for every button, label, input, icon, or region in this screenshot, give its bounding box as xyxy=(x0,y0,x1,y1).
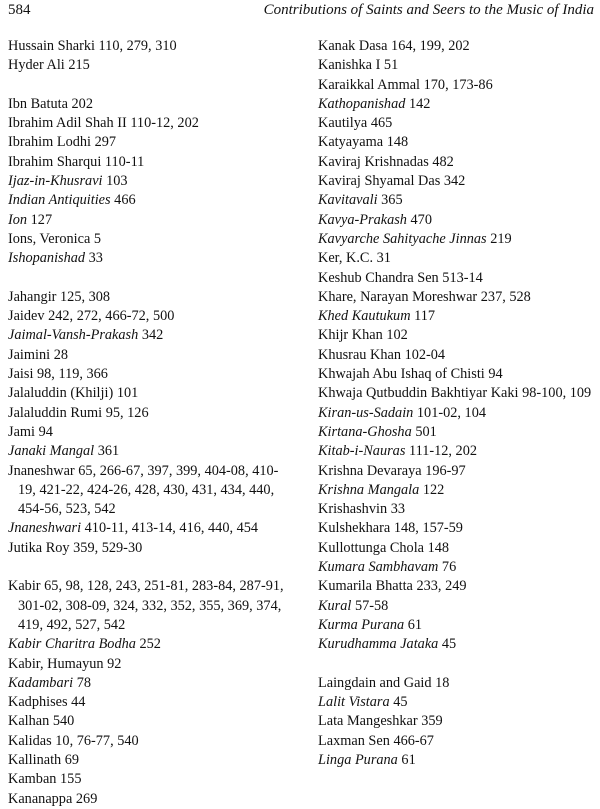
index-pages: 202 xyxy=(71,95,93,112)
index-term: Kallinath xyxy=(8,751,62,768)
index-entry xyxy=(318,732,598,751)
index-term: Kumarila Bhatta xyxy=(318,578,413,595)
index-term: Jami xyxy=(8,423,36,440)
index-entry xyxy=(318,616,598,635)
index-pages: 18 xyxy=(435,674,450,691)
index-pages: 78 xyxy=(76,674,92,691)
index-entry xyxy=(8,114,292,133)
index-term: Kaviraj Krishnadas xyxy=(318,153,429,170)
index-term: Ker, K.C. xyxy=(318,250,374,267)
index-pages: 76 xyxy=(441,559,457,576)
index-pages: 465 xyxy=(370,115,393,132)
index-entry xyxy=(318,712,598,731)
index-pages: 65, 98, 128, 243, 251-81, 283-84, 287-91, 301-02, 308-09, 324, 332, 352, 355, 369, 374, 419, 492, 527, 542 xyxy=(18,578,284,633)
index-term: Khwajah Abu Ishaq of Chisti xyxy=(318,366,485,383)
index-pages: 361 xyxy=(97,443,120,460)
index-term: Krishna Mangala xyxy=(318,481,420,498)
index-entry xyxy=(8,539,292,558)
index-pages: 61 xyxy=(407,616,423,633)
index-entry xyxy=(8,693,292,712)
index-term: Kadambari xyxy=(8,674,74,691)
index-term: Kanishka I xyxy=(318,57,381,74)
index-pages: 359 xyxy=(421,713,443,730)
index-pages: 103 xyxy=(106,173,128,190)
index-entry xyxy=(8,191,292,210)
index-pages: 148 xyxy=(386,134,409,151)
index-pages: 95, 126 xyxy=(105,404,149,421)
index-pages: 342 xyxy=(141,327,164,344)
index-entry xyxy=(318,114,598,133)
index-term: Kullottunga Chola xyxy=(318,539,425,556)
index-pages: 155 xyxy=(60,771,82,788)
index-pages: 233, 249 xyxy=(416,578,467,595)
index-term: Ion xyxy=(8,211,28,228)
index-entry xyxy=(318,751,598,770)
index-term: Jaisi xyxy=(8,366,34,383)
index-entry xyxy=(318,481,598,500)
index-entry xyxy=(8,211,292,230)
index-pages: 110-12, 202 xyxy=(130,115,199,132)
index-column-left xyxy=(8,37,292,809)
index-term: Jutika Roy xyxy=(8,539,70,556)
index-pages: 501 xyxy=(415,423,437,440)
index-entry xyxy=(8,95,292,114)
index-term: Kitab-i-Nauras xyxy=(318,443,406,460)
index-term: Lalit Vistara xyxy=(318,694,390,711)
index-entry xyxy=(318,269,598,288)
index-pages: 10, 76-77, 540 xyxy=(55,732,139,749)
index-entry xyxy=(318,442,598,461)
index-term: Jaimini xyxy=(8,346,51,363)
index-term: Kavyarche Sahityache Jinnas xyxy=(318,230,487,247)
index-pages: 470 xyxy=(410,211,432,228)
index-term: Kalidas xyxy=(8,732,52,749)
index-pages: 219 xyxy=(490,230,512,247)
index-pages: 101-02, 104 xyxy=(416,404,487,421)
index-entry xyxy=(318,288,598,307)
index-pages: 65, 266-67, 397, 399, 404-08, 410-19, 421-22, 424-26, 428, 430, 431, 434, 440, 454-56, 523, 542 xyxy=(18,462,279,518)
index-term: Indian Antiquities xyxy=(8,192,111,209)
index-entry xyxy=(318,519,598,538)
index-pages: 365 xyxy=(381,192,403,209)
index-pages: 61 xyxy=(401,751,416,768)
index-term: Keshub Chandra Sen xyxy=(318,269,439,286)
index-term: Kavitavali xyxy=(318,192,378,209)
index-entry xyxy=(8,56,292,75)
index-term: Ishopanishad xyxy=(8,250,86,267)
index-term: Khusrau Khan xyxy=(318,346,401,363)
index-entry xyxy=(8,230,292,249)
index-term: Jnaneshwari xyxy=(8,520,82,537)
index-entry xyxy=(8,770,292,789)
index-term: Karaikkal Ammal xyxy=(318,76,421,93)
index-term: Kabir Charitra Bodha xyxy=(8,636,136,653)
index-term: Hussain Sharki xyxy=(8,38,95,54)
index-pages: 359, 529-30 xyxy=(73,539,143,556)
index-pages: 51 xyxy=(383,57,399,74)
index-pages: 102 xyxy=(386,327,408,344)
index-term: Jaidev xyxy=(8,308,45,325)
index-pages: 69 xyxy=(64,751,80,768)
index-term: Ibrahim Adil Shah II xyxy=(8,115,127,132)
index-entry xyxy=(8,442,292,461)
index-entry xyxy=(8,462,292,520)
index-term: Kural xyxy=(318,597,352,614)
index-pages: 410-11, 413-14, 416, 440, 454 xyxy=(84,520,259,537)
index-entry xyxy=(318,558,598,577)
index-entry xyxy=(8,423,292,442)
index-term: Kautilya xyxy=(318,115,368,132)
index-entry xyxy=(318,76,598,95)
index-term: Kavya-Prakash xyxy=(318,211,407,228)
index-term: Janaki Mangal xyxy=(8,443,95,460)
index-term: Kaviraj Shyamal Das xyxy=(318,173,441,190)
index-pages: 164, 199, 202 xyxy=(391,38,470,54)
index-entry xyxy=(318,384,598,403)
index-term: Kulshekhara xyxy=(318,520,391,537)
index-pages: 513-14 xyxy=(442,269,483,286)
index-term: Khare, Narayan Moreshwar xyxy=(318,288,478,305)
index-pages: 215 xyxy=(68,57,90,74)
index-pages: 98, 119, 366 xyxy=(37,366,108,383)
running-title: Contributions of Saints and Seers to the Music of India xyxy=(263,2,594,18)
index-pages: 242, 272, 466-72, 500 xyxy=(48,308,175,325)
index-term: Krishashvin xyxy=(318,501,388,518)
index-pages: 196-97 xyxy=(425,462,466,479)
index-entry xyxy=(318,346,598,365)
index-entry xyxy=(8,288,292,307)
index-pages: 44 xyxy=(71,694,86,711)
index-pages: 466-67 xyxy=(393,732,434,749)
index-term: Krishna Devaraya xyxy=(318,462,422,479)
index-pages: 127 xyxy=(30,211,53,228)
index-entry xyxy=(318,693,598,712)
page-number: 584 xyxy=(8,2,31,18)
index-pages: 482 xyxy=(432,153,454,170)
index-entry xyxy=(318,230,598,249)
index-entry xyxy=(318,365,598,384)
index-pages: 33 xyxy=(88,250,103,267)
index-entry xyxy=(8,655,292,674)
index-entry xyxy=(8,172,292,191)
index-entry xyxy=(318,404,598,423)
index-pages: 142 xyxy=(408,95,431,112)
index-pages: 148, 157-59 xyxy=(393,520,463,537)
index-term: Ibrahim Sharqui xyxy=(8,153,102,170)
index-term: Kalhan xyxy=(8,713,50,730)
index-entry xyxy=(318,423,598,442)
index-term: Katyayama xyxy=(318,134,384,151)
index-pages: 466 xyxy=(114,192,136,209)
index-term: Linga Purana xyxy=(318,751,398,768)
index-pages: 170, 173-86 xyxy=(423,76,493,93)
index-pages: 102-04 xyxy=(404,346,446,363)
index-entry xyxy=(8,712,292,731)
index-entry xyxy=(8,346,292,365)
index-entry xyxy=(318,56,598,75)
index-column-right xyxy=(318,37,598,770)
index-entry xyxy=(8,790,292,809)
index-term: Jalaluddin Rumi xyxy=(8,404,103,421)
index-term: Ijaz-in-Khusravi xyxy=(8,173,103,190)
index-pages: 111-12, 202 xyxy=(408,443,478,460)
index-term: Khijr Khan xyxy=(318,327,383,344)
index-entry xyxy=(318,211,598,230)
index-pages: 110-11 xyxy=(104,153,145,170)
index-pages: 94 xyxy=(488,366,503,383)
index-entry xyxy=(318,95,598,114)
index-entry xyxy=(8,153,292,172)
index-term: Jaimal-Vansh-Prakash xyxy=(8,327,139,344)
index-term: Kirtana-Ghosha xyxy=(318,423,412,440)
index-term: Kadphises xyxy=(8,694,68,711)
index-term: Kiran-us-Sadain xyxy=(318,404,414,421)
index-pages: 94 xyxy=(38,423,53,440)
index-pages: 28 xyxy=(53,346,68,363)
index-pages: 33 xyxy=(390,501,405,518)
index-term: Jalaluddin (Khilji) xyxy=(8,385,114,402)
index-term: Ions, Veronica xyxy=(8,230,91,247)
index-term: Kanak Dasa xyxy=(318,38,388,54)
index-entry xyxy=(8,307,292,326)
index-term: Kurudhamma Jataka xyxy=(318,636,439,653)
index-pages: 45 xyxy=(393,694,408,711)
index-entry xyxy=(318,172,598,191)
index-pages: 57-58 xyxy=(354,597,389,614)
index-term: Jahangir xyxy=(8,288,57,305)
index-entry xyxy=(318,133,598,152)
index-entry xyxy=(8,37,292,56)
index-term: Kumara Sambhavam xyxy=(318,559,439,576)
index-pages: 148 xyxy=(427,539,450,556)
index-term: Kamban xyxy=(8,771,57,788)
index-pages: 98-100, 109 xyxy=(522,385,592,402)
index-entry xyxy=(8,404,292,423)
index-entry xyxy=(318,249,598,268)
index-term: Kabir xyxy=(8,578,41,595)
index-term: Hyder Ali xyxy=(8,57,65,74)
index-term: Jnaneshwar xyxy=(8,462,75,479)
index-pages: 92 xyxy=(107,655,122,672)
index-pages: 269 xyxy=(75,790,98,807)
index-term: Kananappa xyxy=(8,790,73,807)
index-term: Khed Kautukum xyxy=(318,308,411,325)
index-pages: 101 xyxy=(116,385,139,402)
index-entry xyxy=(8,249,292,268)
index-term: Ibrahim Lodhi xyxy=(8,134,91,151)
index-pages: 252 xyxy=(139,636,161,653)
index-entry xyxy=(8,326,292,345)
index-pages: 45 xyxy=(441,636,457,653)
index-term: Kathopanishad xyxy=(318,95,406,112)
index-entry xyxy=(8,365,292,384)
index-pages: 110, 279, 310 xyxy=(98,38,177,54)
index-entry xyxy=(318,597,598,616)
index-entry xyxy=(8,751,292,770)
index-pages: 5 xyxy=(93,230,102,247)
index-entry xyxy=(318,462,598,481)
index-term: Khwaja Qutbuddin Bakhtiyar Kaki xyxy=(318,385,519,402)
index-entry xyxy=(8,519,292,538)
index-pages: 125, 308 xyxy=(60,288,111,305)
index-entry xyxy=(318,307,598,326)
index-pages: 237, 528 xyxy=(480,288,531,305)
index-term: Kurma Purana xyxy=(318,616,405,633)
index-entry xyxy=(8,577,292,635)
index-entry xyxy=(8,384,292,403)
index-entry xyxy=(8,674,292,693)
index-entry xyxy=(318,191,598,210)
index-entry xyxy=(318,539,598,558)
index-term: Lata Mangeshkar xyxy=(318,713,418,730)
index-pages: 540 xyxy=(52,713,75,730)
index-pages: 342 xyxy=(443,173,466,190)
index-term: Kabir, Humayun xyxy=(8,655,104,672)
index-entry xyxy=(318,500,598,519)
index-pages: 31 xyxy=(376,250,391,267)
index-entry xyxy=(318,577,598,596)
index-entry xyxy=(318,635,598,654)
index-entry xyxy=(8,635,292,654)
index-term: Laxman Sen xyxy=(318,732,390,749)
index-term: Ibn Batuta xyxy=(8,95,68,112)
index-term: Laingdain and Gaid xyxy=(318,674,432,691)
index-entry xyxy=(318,153,598,172)
index-entry xyxy=(318,326,598,345)
index-entry xyxy=(8,732,292,751)
index-entry xyxy=(318,37,598,56)
index-entry xyxy=(8,133,292,152)
index-pages: 297 xyxy=(94,134,117,151)
page-header xyxy=(8,2,594,24)
index-pages: 122 xyxy=(422,481,445,498)
index-pages: 117 xyxy=(414,308,436,325)
index-entry xyxy=(318,674,598,693)
